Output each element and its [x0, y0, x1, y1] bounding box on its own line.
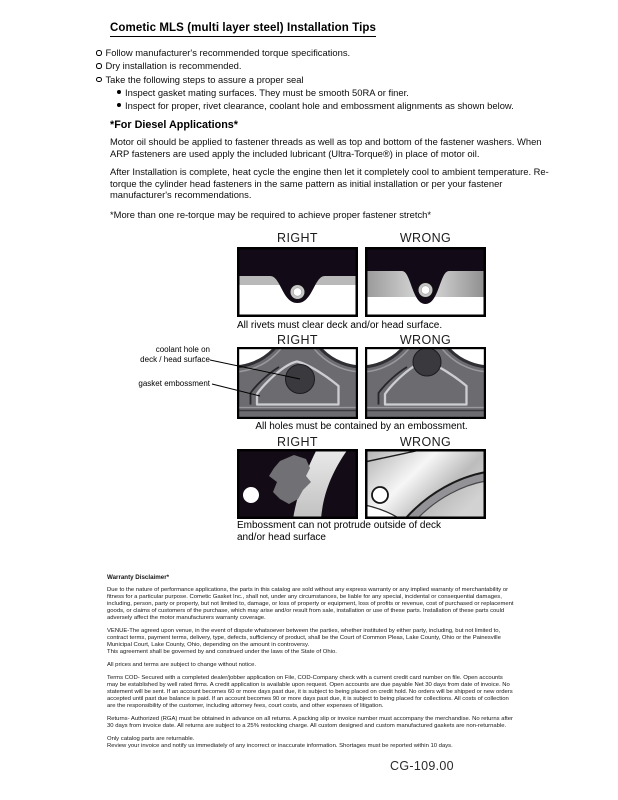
open-bullet-icon [96, 50, 102, 56]
warranty-heading: Warranty Disclaimer* [107, 574, 170, 581]
warranty-paragraph: Due to the nature of performance applications, the parts in this catalog are sold without any express warranty or any implied warranty of merchantability or fitness for a particular purpose. Cometic Gasket Inc., shall not, under any circumstances, be liable for any special, incidental or consequential damages, including, person, party or property, but not limited to, damage, or loss of property or equipment, loss of profits or revenue, cost of purchased or replacement goods, or claims of customers of the purchase, which may arise and/or result from sale, installation or use of these parts. Installation of these parts could adversely affect the motor manufacturers warranty coverage. [107, 587, 514, 621]
warranty-paragraph: Returns- Authorized (RGA) must be obtained in advance on all returns. A packing slip or invoice number must accompany the merchandise. No returns after 30 days from invoice date. All returns are subject to a 25% restocking charge. All custom designed and custom manufactured gaskets are non-returnable. [107, 716, 514, 729]
page-title: Cometic MLS (multi layer steel) Installation Tips [110, 22, 376, 37]
filled-bullet-icon [117, 103, 121, 107]
embossment-wrong-diagram [365, 449, 486, 519]
warranty-paragraph: VENUE-The agreed upon venue, in the event of dispute whatsoever between the parties, whether instituted by either party, including, but not limited to, contract terms, payment terms, delivery, type, defects, sufficiency of product, shall be the Court of Common Pleas, Lake County, Ohio or the Painesville Municipal Court, Lake County, Ohio, depending on the amount in controversy. [107, 628, 501, 648]
tip-text: Follow manufacturer's recommended torque specifications. [105, 47, 351, 58]
warranty-paragraph: This agreement shall be governed by and construed under the laws of the State of Ohio. [107, 649, 337, 655]
warranty-paragraph: Terms COD- Secured with a completed dealer/jobber application on File, COD-Company check with a current credit card number on file. Open accounts may be established by well rated firms. A credit application is available upon request. Open accounts are due payable Net 30 days from date of invoice. No statement will be sent. If an account becomes 60 or more days past due, it is subject to being placed on credit hold. No orders will be shipped or new orders accepted until past due balance is paid. If an account becomes 90 or more days past due, it is subject to being placed for collections. All costs of collection are the responsibility of the customer, including attorney fees, court costs, and other expenses of litigation. [107, 675, 513, 709]
annotation-leader-lines [205, 341, 315, 403]
bolt-hole [243, 487, 259, 503]
tip-item [96, 46, 541, 59]
embossment-caption: Embossment can not protrude outside of deck and/or head surface [237, 520, 442, 543]
warranty-paragraph: Only catalog parts are returnable. [107, 736, 195, 742]
rivet-wrong-diagram [365, 247, 486, 317]
diesel-paragraph: Motor oil should be applied to fastener threads as well as top and bottom of the fastener washers. When ARP fasteners are used apply the included lubricant (Ultra-Torque®) in place of motor oil. [110, 136, 542, 159]
diagram-label-wrong: WRONG [399, 333, 452, 347]
warranty-disclaimer [107, 574, 515, 756]
rivet-caption: All rivets must clear deck and/or head surface. [237, 320, 443, 331]
annotation-gasket-embossment-label: gasket embossment [138, 379, 210, 388]
filled-bullet-icon [117, 90, 121, 94]
diesel-heading: *For Diesel Applications* [110, 119, 238, 131]
open-bullet-icon [96, 77, 102, 83]
holes-caption: All holes must be contained by an embossment. [255, 421, 468, 432]
sub-tip-text: Inspect gasket mating surfaces. They must be smooth 50RA or finer. [125, 86, 409, 98]
page-code: CG-109.00 [390, 759, 454, 773]
diagram-label-wrong: WRONG [399, 231, 452, 245]
tips-list [96, 46, 541, 112]
sub-tip-item [96, 99, 541, 112]
tip-item [96, 73, 541, 86]
tip-text: Dry installation is recommended. [105, 60, 242, 72]
sub-tip-text: Inspect for proper, rivet clearance, coolant hole and embossment alignments as shown below. [125, 100, 514, 112]
diagram-label-wrong: WRONG [399, 435, 452, 449]
warranty-paragraph: Review your invoice and notify us immediately of any incorrect or inaccurate information. Shortages must be reported within 10 days. [107, 743, 453, 749]
bolt-hole [372, 487, 388, 503]
coolant-hole [413, 348, 441, 376]
retorque-note: *More than one re-torque may be required to achieve proper fastener stretch* [110, 209, 432, 220]
diesel-paragraph: After Installation is complete, heat cycle the engine then let it completely cool to ambient temperature. Re-torque the cylinder head fasteners in the same pattern as initial installation or per your fastener manufacturer's recommendations. [110, 166, 549, 201]
embossment-right-diagram [237, 449, 358, 519]
diagram-label-right: RIGHT [277, 435, 318, 449]
diagram-label-right: RIGHT [277, 231, 318, 245]
diagram-label-right: RIGHT [277, 333, 318, 347]
rivet-right-diagram [237, 247, 358, 317]
warranty-paragraph: All prices and terms are subject to change without notice. [107, 662, 256, 668]
tip-item [96, 59, 541, 72]
sub-tip-item [96, 86, 541, 99]
coolant-hole-wrong-diagram [365, 347, 486, 419]
annotation-coolant-hole-label: coolant hole on deck / head surface [140, 345, 210, 364]
tip-text: Take the following steps to assure a proper seal [105, 73, 304, 85]
open-bullet-icon [96, 63, 102, 69]
